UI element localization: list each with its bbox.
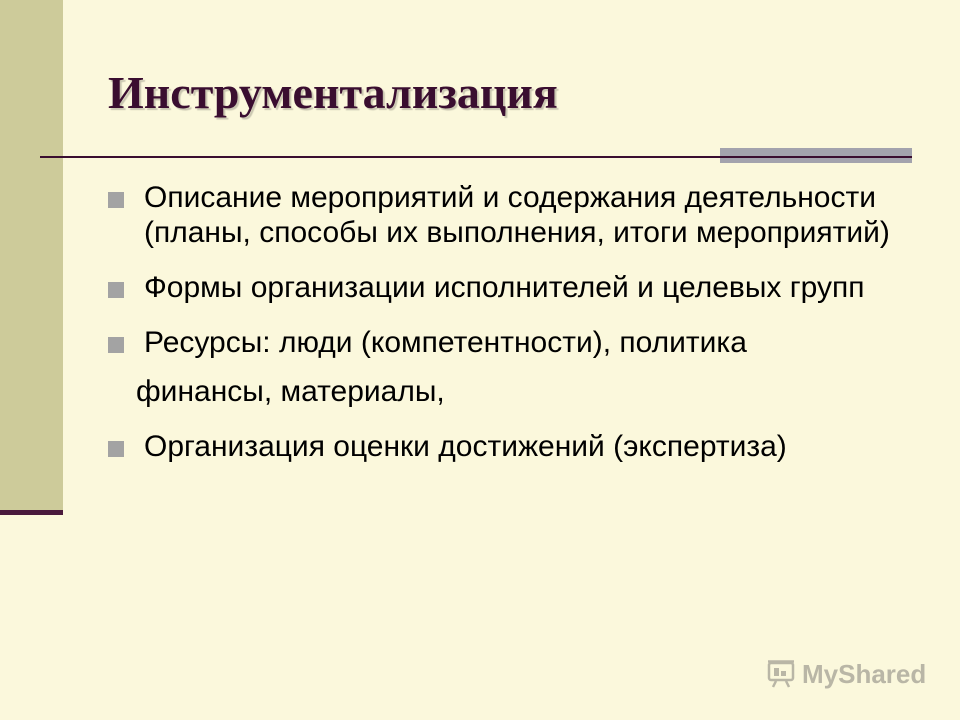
list-item-continuation: финансы, материалы, xyxy=(136,375,445,408)
watermark-text: MyShared xyxy=(802,658,927,689)
square-bullet-icon xyxy=(108,441,124,457)
bullet-list xyxy=(108,180,908,484)
list-item-text: Ресурсы: люди (компетентности), политика xyxy=(144,326,747,359)
left-band-divider xyxy=(0,510,63,515)
list-item xyxy=(108,270,908,305)
slide-title: Инструментализация xyxy=(108,67,558,118)
list-item xyxy=(108,325,908,360)
presentation-board-icon xyxy=(766,659,796,689)
list-item-text: Описание мероприятий и содержания деятельности (планы, способы их выполнения, итоги мероприятий) xyxy=(144,181,890,249)
square-bullet-icon xyxy=(108,282,124,298)
title-underline-accent xyxy=(720,148,912,156)
list-item xyxy=(108,429,908,464)
left-decorative-band xyxy=(0,0,63,510)
square-bullet-icon xyxy=(108,337,124,353)
list-item xyxy=(108,180,908,250)
square-bullet-icon xyxy=(108,192,124,208)
list-item-text: Организация оценки достижений (экспертиза) xyxy=(144,430,787,463)
list-item-text: Формы организации исполнителей и целевых групп xyxy=(144,271,865,304)
watermark xyxy=(766,656,926,692)
title-underline-accent-lower xyxy=(720,158,912,163)
